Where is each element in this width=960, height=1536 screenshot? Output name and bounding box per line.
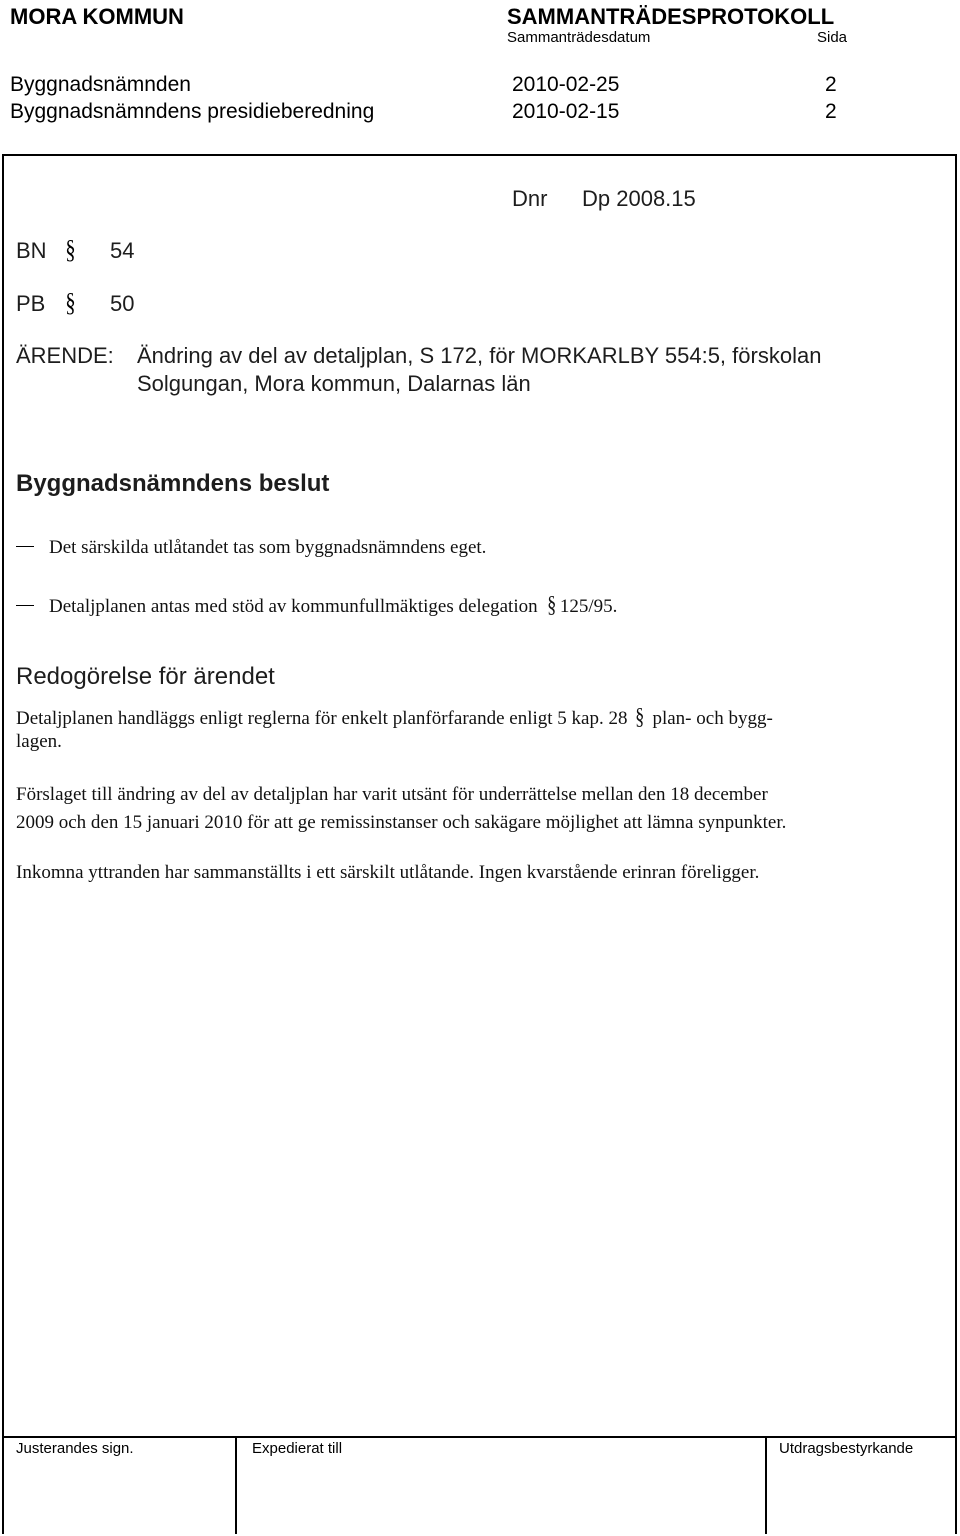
arende-label: ÄRENDE:: [16, 343, 114, 368]
list-item-tail: 125/95.: [559, 596, 618, 617]
committee-name: Byggnadsnämndens presidieberedning: [10, 100, 375, 123]
paragraph-text-part: Detaljplanen handläggs enligt reglerna för enkelt planförfarande enligt 5 kap. 28: [16, 708, 628, 729]
paragraph-text: Förslaget till ändring av del av detaljplan har varit utsänt för underrättelse mellan den 18 december: [16, 784, 768, 805]
paragraph-text: [16, 704, 773, 730]
paragraph-prefix-bn: BN: [16, 238, 47, 263]
footer-column-divider: [235, 1436, 237, 1534]
paragraph-text: Inkomna yttranden har sammanställts i ett särskilt utlåtande. Ingen kvarstående erinran föreligger.: [16, 862, 760, 883]
paragraph-number-bn: 54: [110, 238, 135, 263]
dash-bullet-icon: [16, 546, 34, 547]
municipality-name: MORA KOMMUN: [10, 4, 184, 29]
paragraph-sign-icon: §: [547, 592, 557, 617]
paragraph-sign-icon: §: [635, 704, 645, 729]
footer-column-divider: [765, 1436, 767, 1534]
list-item-text: Detaljplanen antas med stöd av kommunfullmäktiges delegation: [49, 596, 538, 617]
paragraph-sign-icon: §: [65, 288, 76, 317]
paragraph-sign-icon: §: [65, 235, 76, 264]
footer-divider: [2, 1436, 957, 1438]
paragraph-text-part: plan- och bygg-: [652, 708, 773, 729]
document-type: SAMMANTRÄDESPROTOKOLL: [507, 4, 835, 29]
beslut-heading: Byggnadsnämndens beslut: [16, 470, 330, 497]
redogorelse-heading: Redogörelse för ärendet: [16, 663, 275, 690]
footer-dispatched-label: Expedierat till: [252, 1440, 343, 1457]
paragraph-text: 2009 och den 15 januari 2010 för att ge remissinstanser och sakägare möjlighet att lämna synpunkter.: [16, 812, 787, 833]
arende-title-line2: Solgungan, Mora kommun, Dalarnas län: [137, 371, 531, 396]
date-column-label: Sammanträdesdatum: [507, 29, 651, 46]
meeting-date: 2010-02-25: [512, 73, 620, 96]
dnr-label: Dnr: [512, 186, 548, 211]
paragraph-prefix-pb: PB: [16, 291, 46, 316]
dnr-value: Dp 2008.15: [582, 186, 696, 211]
page-column-label: Sida: [817, 29, 848, 46]
arende-title-line1: Ändring av del av detaljplan, S 172, för MORKARLBY 554:5, förskolan: [137, 343, 822, 368]
footer-certification-label: Utdragsbestyrkande: [779, 1440, 914, 1457]
page-number: 2: [825, 73, 837, 96]
meeting-date: 2010-02-15: [512, 100, 620, 123]
paragraph-number-pb: 50: [110, 291, 135, 316]
list-item-text: Det särskilda utlåtandet tas som byggnadsnämndens eget.: [49, 537, 487, 558]
paragraph-text: lagen.: [16, 731, 62, 752]
footer-signature-label: Justerandes sign.: [16, 1440, 134, 1457]
committee-name: Byggnadsnämnden: [10, 73, 191, 96]
dash-bullet-icon: [16, 605, 34, 606]
page-number: 2: [825, 100, 837, 123]
list-item: [16, 592, 617, 618]
list-item: [16, 537, 486, 559]
